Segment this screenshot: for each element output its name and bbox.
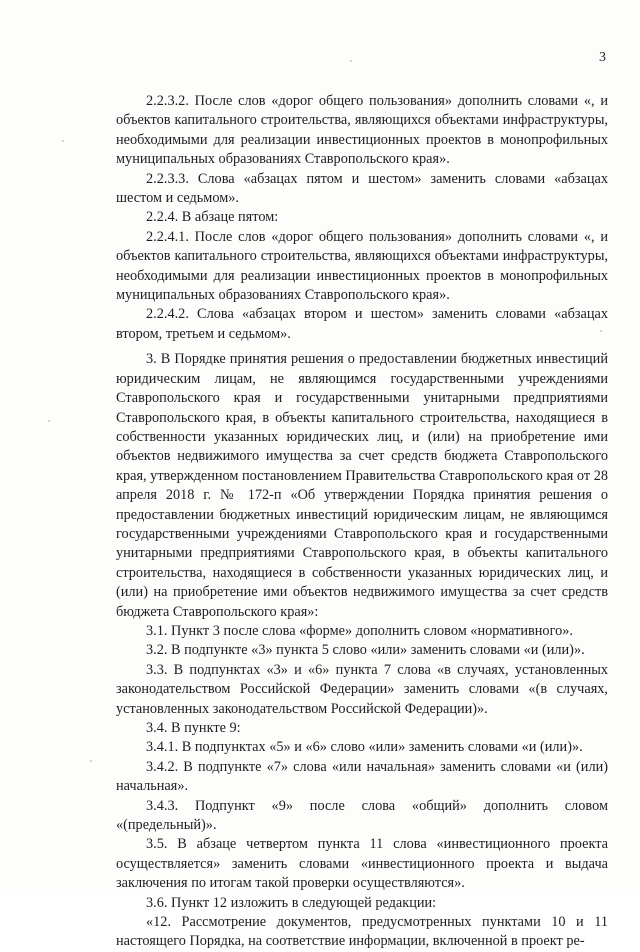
paragraph-3: 3. В Порядке принятия решения о предоставлении бюджетных инвестиций юридическим лицам, не являющимся государственными учреждениями Ставропольского края и государственными унитарными предприятиями Ставропольского края, в объекты капитального строительства, находящиеся в собственности указанных юридических лиц, и (или) на приобретение ими объектов недвижимого имущества за счет средств бюджета Ставропольского края, утвержденном постановлением Правительства Ставропольского края от 28 апреля 2018 г. № 172-п «Об утверждении Порядка принятия решения о предоставлении бюджетных инвестиций юридическим лицам, не являющимся государственными учреждениями Ставропольского края и государственными унитарными предприятиями Ставропольского края, в объекты капитального строительства, находящиеся в собственности указанных юридических лиц, и (или) на приобретение ими объектов недвижимого имущества за счет средств бюджета Ставропольского края»: bbox=[116, 351, 608, 620]
paragraph-2-2-4-1: 2.2.4.1. После слов «дорог общего пользования» дополнить словами «, и объектов капитального строительства, являющихся объектами инфраструктуры, необходимыми для реализации инвестиционных проектов в монопрофильных муниципальных образованиях Ставропольского края». bbox=[116, 228, 608, 304]
paragraph-3-4-3: 3.4.3. Подпункт «9» после слова «общий» дополнить словом «(предельный)». bbox=[116, 797, 608, 834]
paragraph-3-4-2: 3.4.2. В подпункте «7» слова «или начальная» заменить словами «и (или) начальная». bbox=[116, 758, 608, 795]
scan-speck bbox=[90, 760, 92, 762]
paragraph-3-3: 3.3. В подпунктах «3» и «6» пункта 7 слова «в случаях, установленных законодательством Российской Федерации» заменить словами «(в случаях, установленных законодательством Российской Федерации)». bbox=[116, 661, 608, 717]
paragraph-2-2-3-3: 2.2.3.3. Слова «абзацах пятом и шестом» заменить словами «абзацах шестом и седьмом». bbox=[116, 170, 608, 207]
paragraph-3-2: 3.2. В подпункте «3» пункта 5 слово «или» заменить словами «и (или)». bbox=[146, 642, 585, 659]
paragraph-3-4-1: 3.4.1. В подпунктах «5» и «6» слово «или» заменить словами «и (или)». bbox=[146, 739, 583, 756]
paragraph-quote-12: «12. Рассмотрение документов, предусмотренных пунктами 10 и 11 настоящего Порядка, на соответствие информации, включенной в проект ре- bbox=[116, 914, 608, 950]
scan-speck bbox=[48, 420, 50, 422]
paragraph-3-4: 3.4. В пункте 9: bbox=[146, 720, 241, 736]
paragraph-3-1: 3.1. Пункт 3 после слова «форме» дополнить словом «нормативного». bbox=[146, 622, 573, 639]
document-body bbox=[116, 92, 608, 952]
paragraph-2-2-3-2: 2.2.3.2. После слов «дорог общего пользования» дополнить словами «, и объектов капитального строительства, являющихся объектами инфраструктуры, необходимыми для реализации инвестиционных проектов в монопрофильных муниципальных образованиях Ставропольского края». bbox=[116, 93, 608, 168]
scan-speck bbox=[350, 60, 352, 62]
paragraph-2-2-4: 2.2.4. В абзаце пятом: bbox=[146, 209, 279, 226]
scan-speck bbox=[600, 330, 602, 332]
page-number: 3 bbox=[599, 50, 606, 65]
scan-speck bbox=[62, 140, 64, 142]
paragraph-3-5: 3.5. В абзаце четвертом пункта 11 слова «инвестиционного проекта осуществляется» заменить словами «инвестиционного проекта и выдача заключения по итогам такой проверки осуществляются». bbox=[116, 836, 608, 892]
paragraph-3-6: 3.6. Пункт 12 изложить в следующей редакции: bbox=[146, 894, 437, 911]
paragraph-2-2-4-2: 2.2.4.2. Слова «абзацах втором и шестом» заменить словами «абзацах втором, третьем и седьмом». bbox=[116, 306, 608, 342]
